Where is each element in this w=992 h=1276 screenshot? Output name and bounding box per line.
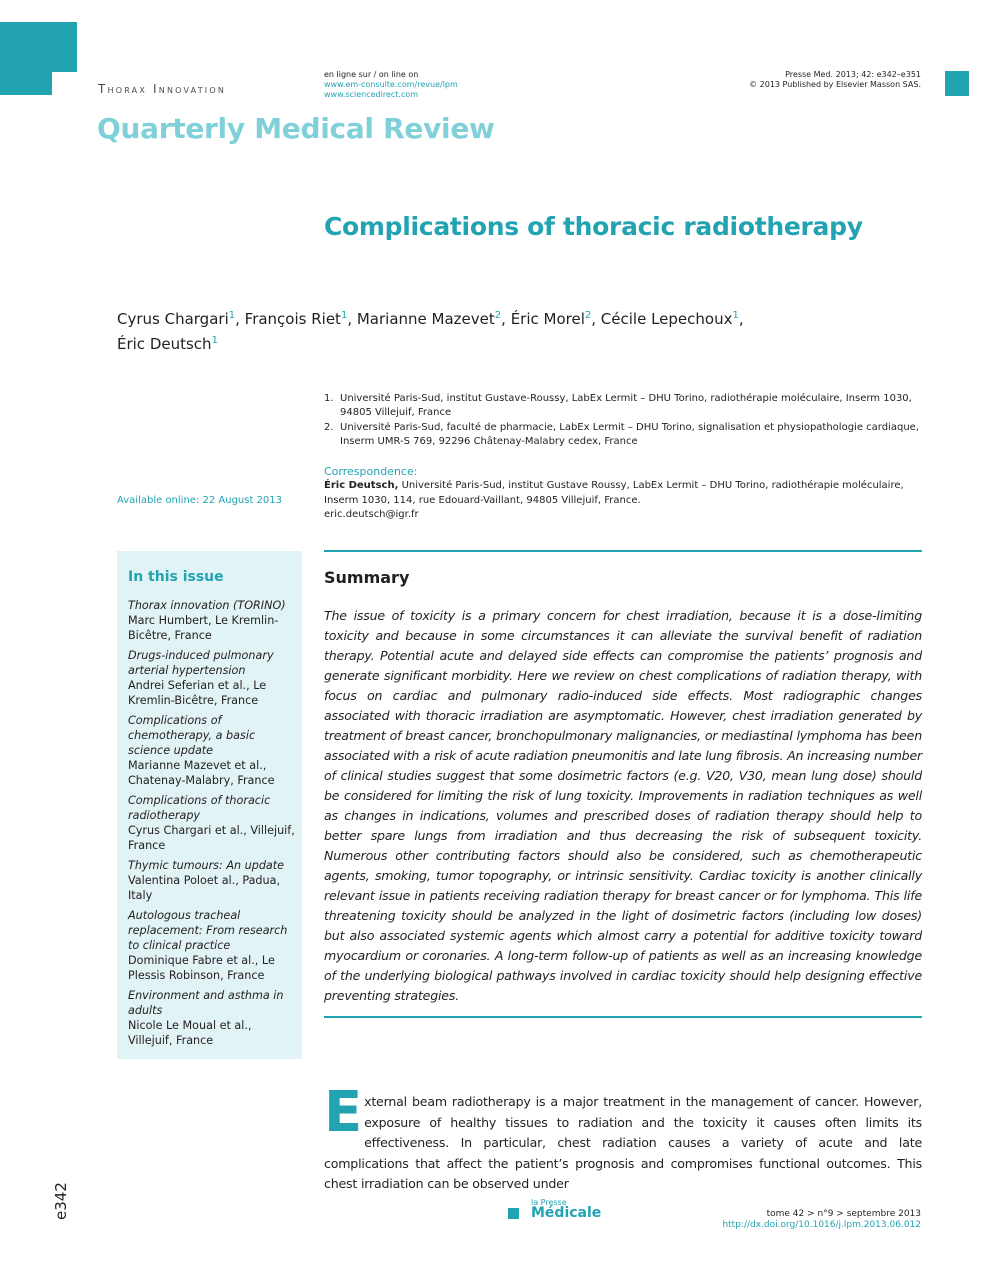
affiliation-item [324,421,922,450]
drop-cap: E [324,1080,363,1145]
issue-item-authors: Marianne Mazevet et al., Chatenay-Malabry, France [128,759,275,787]
logo-square [508,1208,519,1219]
online-links-block [324,70,458,100]
author-name: Éric Deutsch [117,335,212,353]
author-name: Éric Morel [510,310,585,328]
footer-issue-block [722,1209,921,1231]
journal-title: Quarterly Medical Review [97,112,495,145]
affiliations [324,392,922,449]
author-list: Cyrus Chargari$^1$, François Riet$^1$, Marianne Mazevet$^2$, Éric Morel$^2$, Cécile Lepechoux$^1$, Éric Deutsch$^1$ [117,310,744,353]
issue-item-title: Thymic tumours: An update [128,859,285,872]
author-affiliation-ref: 2 [584,310,592,321]
author-name: Marianne Mazevet [356,310,495,328]
issue-item-title: Drugs-induced pulmonary arterial hypertension [128,649,274,677]
correspondence-email[interactable]: eric.deutsch@igr.fr [324,508,419,520]
affiliation-text: Université Paris-Sud, institut Gustave-Roussy, LabEx Lermit – DHU Torino, radiothérapie moléculaire, Inserm 1030, 94805 Villejuif, France [340,393,912,419]
issue-item[interactable] [128,908,296,983]
author-name: Cécile Lepechoux [600,310,733,328]
issue-item-authors: Nicole Le Moual et al., Villejuif, France [128,1019,252,1047]
issue-info: tome 42 > n°9 > septembre 2013 [766,1209,921,1219]
logo-main-text: Médicale [531,1205,602,1221]
corner-square-decoration [945,71,969,96]
issue-item-authors: Marc Humbert, Le Kremlin-Bicêtre, France [128,614,279,642]
issue-item[interactable] [128,598,296,643]
issue-item-authors: Cyrus Chargari et al., Villejuif, France [128,824,295,852]
in-this-issue-heading: In this issue [128,569,224,585]
author-affiliation-ref: 1 [340,310,348,321]
issue-item[interactable] [128,648,296,708]
logo-small-text: la Presse [531,1198,567,1207]
author-affiliation-ref: 2 [494,310,502,321]
summary-top-rule [324,550,922,552]
available-online: Available online: 22 August 2013 [117,495,283,506]
article-title: Complications of thoracic radiotherapy [324,212,863,241]
online-link-emconsulte[interactable]: www.em-consulte.com/revue/lpm [324,80,458,89]
issue-item-title: Complications of chemotherapy, a basic science update [128,714,256,757]
in-this-issue-box [117,551,302,1059]
issue-item-title: Thorax innovation (TORINO) [128,599,286,612]
issue-item[interactable] [128,793,296,853]
body-text [324,1080,922,1195]
issue-item-authors: Dominique Fabre et al., Le Plessis Robinson, France [128,954,275,982]
summary-text: The issue of toxicity is a primary concern for chest irradiation, because it is a dose-limiting toxicity and because in some circumstances it can alleviate the survival benefit of radiation therapy. Potential acute and delayed side effects can compromise the patients’ prognosis and generate significant morbidity. Here we review on chest complications of radiation therapy, with focus on cardiac and pulmonary radio-induced side effects. Most radiographic changes associated with thoracic irradiation are asymptomatic. However, chest irradiation generated by treatment of breast cancer, bronchopulmonary malignancies, or mediastinal lymphoma has been associated with a risk of acute radiation pneumonitis and late lung fibrosis. An increasing number of clinical studies suggest that some dosimetric factors (e.g. V20, V30, mean lung dose) should be considered for limiting the risk of lung toxicity. Improvements in radiation techniques as well as changes in indications, volumes and prescribed doses of radiation therapy should help to better spare lungs from irradiation and thus decreasing the risk of subsequent toxicity. Numerous other contributing factors should also be considered, such as chemotherapeutic agents, smoking, tumor topography, or intrinsic sensitivity. Cardiac toxicity is another clinically relevant issue in patients receiving radiation therapy for breast cancer or for lymphoma. This life threatening toxicity should be analyzed in the light of dosimetric factors (including low doses) but also associated systemic agents which almost carry a potential for additive toxicity toward myocardium or coronaries. A long-term follow-up of patients as well as an increasing knowledge of the underlying biological pathways involved in cardiac toxicity should help designing effective preventing strategies. [324,608,922,1003]
online-link-sciencedirect[interactable]: www.sciencedirect.com [324,90,419,99]
affiliation-number: 2. [324,421,334,433]
issue-item-authors: Valentina Poloet al., Padua, Italy [128,874,281,902]
doi-link[interactable]: http://dx.doi.org/10.1016/j.lpm.2013.06.012 [722,1220,921,1230]
author-name: Cyrus Chargari [117,310,229,328]
corner-decoration [0,22,77,95]
author-affiliation-ref: 1 [228,310,236,321]
page-number: e342 [52,1182,70,1220]
in-this-issue-list [128,598,296,1053]
issue-item[interactable] [128,988,296,1048]
summary-bottom-rule [324,1016,922,1018]
body-paragraph: xternal beam radiotherapy is a major treatment in the management of cancer. However, exposure of healthy tissues to radiation and the toxicity it causes often limits its effectiveness. In particular, chest radiation causes a variety of acute and late complications that affect the patient’s prognosis and compromises functional outcomes. This chest irradiation can be observed under [324,1094,922,1191]
citation: Presse Med. 2013; 42: e342–e351 [785,70,921,79]
author-affiliation-ref: 1 [211,335,218,346]
correspondence-name: Éric Deutsch, [324,480,399,492]
correspondence-heading: Correspondence: [324,465,418,478]
correspondence-address: Université Paris-Sud, institut Gustave Roussy, LabEx Lermit – DHU Torino, radiothérapie moléculaire, Inserm 1030, 114, rue Edouard-Vaillant, 94805 Villejuif, France. [324,480,904,506]
affiliation-number: 1. [324,393,334,404]
summary-heading: Summary [324,568,410,587]
issue-item-authors: Andrei Seferian et al., Le Kremlin-Bicêtre, France [128,679,267,707]
issue-item[interactable] [128,858,296,903]
author-name: François Riet [244,310,341,328]
section-label: Thorax Innovation [98,82,227,96]
citation-block [749,70,921,90]
online-label: en ligne sur / on line on [324,70,419,79]
issue-item-title: Environment and asthma in adults [128,989,284,1017]
correspondence [324,465,922,522]
copyright: © 2013 Published by Elsevier Masson SAS. [749,80,921,89]
affiliation-item [324,392,922,421]
author-affiliation-ref: 1 [732,310,739,321]
issue-item-title: Complications of thoracic radiotherapy [128,794,271,822]
issue-item-title: Autologous tracheal replacement: From research to clinical practice [128,909,288,952]
issue-item[interactable] [128,713,296,788]
affiliation-text: Université Paris-Sud, faculté de pharmacie, LabEx Lermit – DHU Torino, signalisation et physiopathologie cardiaque, Inserm UMR-S 769, 92296 Châtenay-Malabry cedex, France [340,421,919,447]
